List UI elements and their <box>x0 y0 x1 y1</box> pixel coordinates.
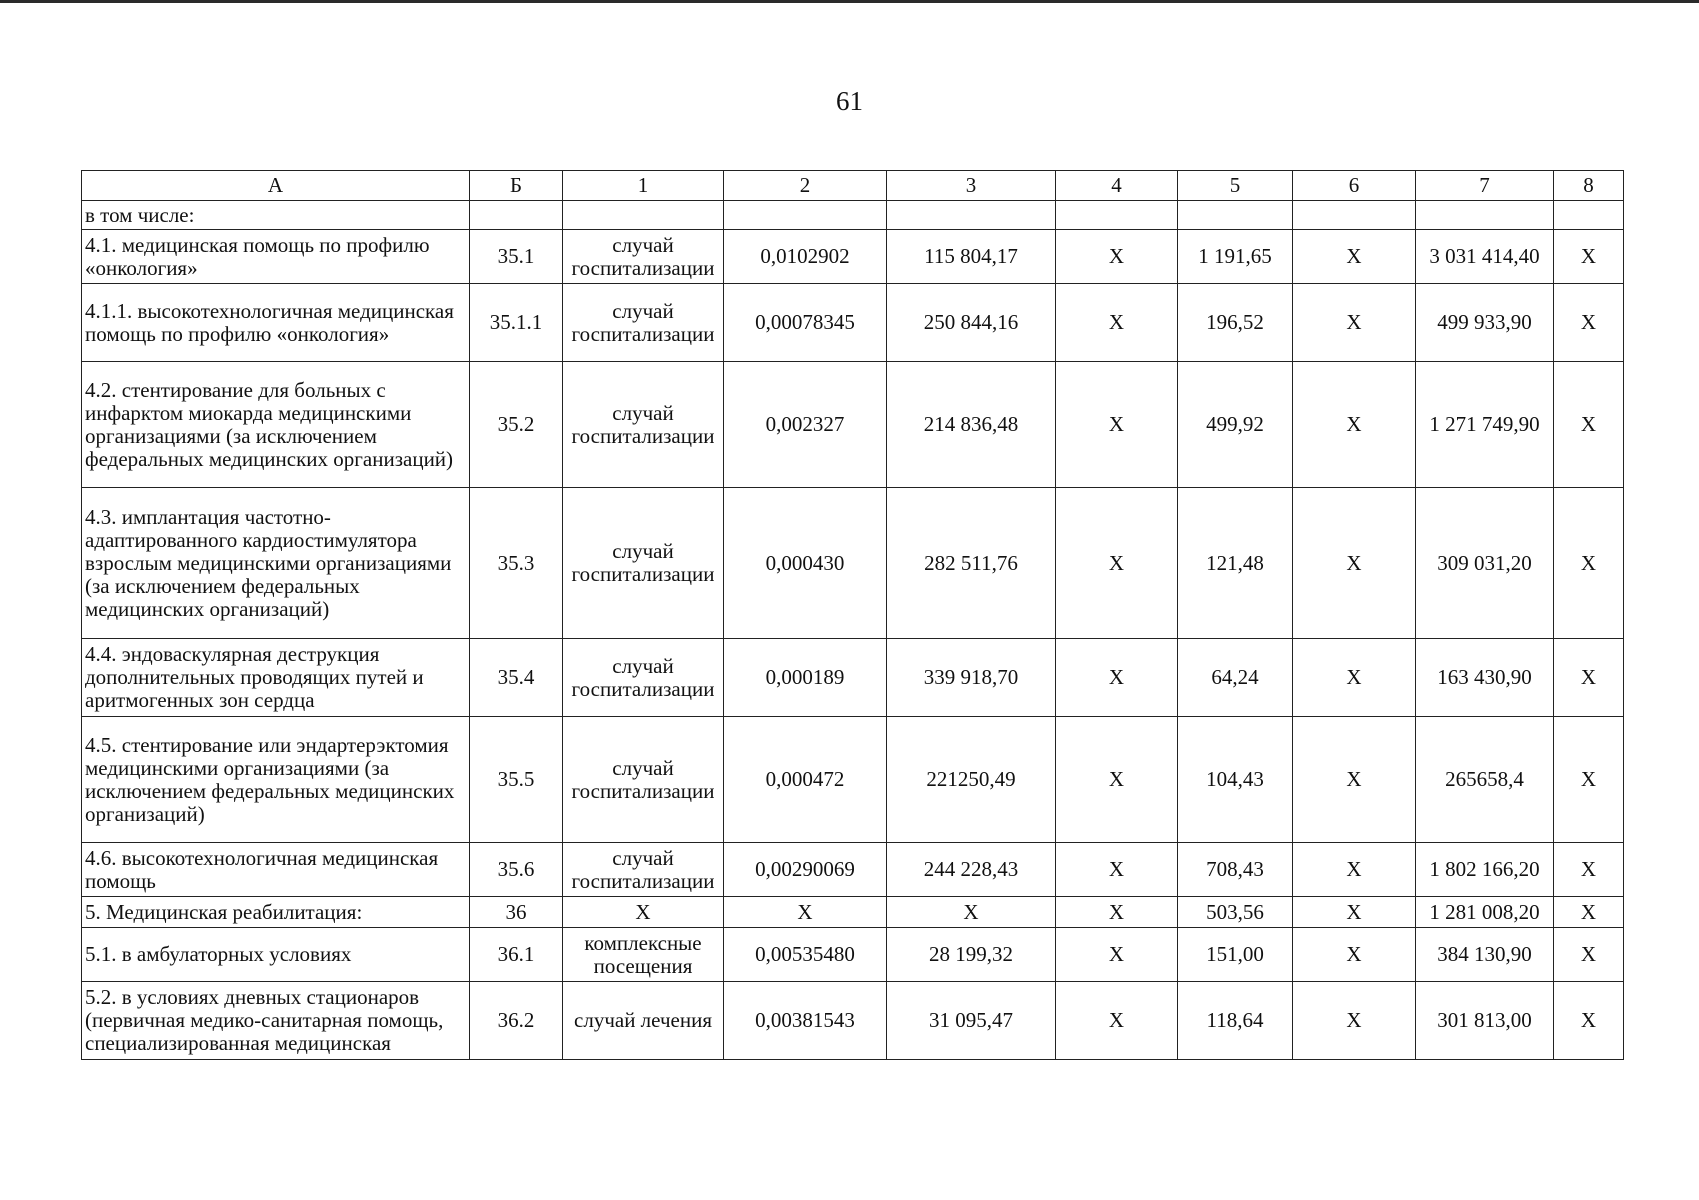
row-col-8: X <box>1554 928 1624 982</box>
row-col-3: 282 511,76 <box>887 488 1056 639</box>
row-col-6: X <box>1293 488 1416 639</box>
row-unit: случай госпитализации <box>563 362 724 488</box>
row-col-3: 214 836,48 <box>887 362 1056 488</box>
row-col-4: X <box>1056 362 1178 488</box>
row-col-7: 3 031 414,40 <box>1416 230 1554 284</box>
row-col-4: X <box>1056 982 1178 1060</box>
row-col-4: X <box>1056 230 1178 284</box>
row-col-3: 244 228,43 <box>887 843 1056 897</box>
row-col-8: X <box>1554 843 1624 897</box>
empty-cell <box>1178 201 1293 230</box>
header-cell: 7 <box>1416 171 1554 201</box>
data-table <box>81 170 1624 1060</box>
row-col-7: 1 281 008,20 <box>1416 897 1554 928</box>
row-col-3: 339 918,70 <box>887 639 1056 717</box>
row-col-3: 28 199,32 <box>887 928 1056 982</box>
row-col-4: X <box>1056 717 1178 843</box>
row-name: 5.1. в амбулаторных условиях <box>82 928 470 982</box>
row-unit: случай госпитализации <box>563 488 724 639</box>
row-col-6: X <box>1293 284 1416 362</box>
row-code: 36 <box>470 897 563 928</box>
empty-cell <box>1293 201 1416 230</box>
table-row <box>82 230 1624 284</box>
row-col-6: X <box>1293 843 1416 897</box>
row-col-8: X <box>1554 897 1624 928</box>
row-code: 36.2 <box>470 982 563 1060</box>
empty-cell <box>724 201 887 230</box>
row-col-6: X <box>1293 717 1416 843</box>
row-col-3: 31 095,47 <box>887 982 1056 1060</box>
header-cell: А <box>82 171 470 201</box>
row-col-8: X <box>1554 362 1624 488</box>
header-row <box>82 171 1624 201</box>
row-col-6: X <box>1293 639 1416 717</box>
row-col-7: 499 933,90 <box>1416 284 1554 362</box>
row-col-2: 0,000472 <box>724 717 887 843</box>
row-name: 4.1. медицинская помощь по профилю «онкология» <box>82 230 470 284</box>
table-row <box>82 639 1624 717</box>
row-name: 4.2. стентирование для больных с инфарктом миокарда медицинскими организациями (за исключением федеральных медицинских организаций) <box>82 362 470 488</box>
row-col-8: X <box>1554 717 1624 843</box>
row-col-7: 1 271 749,90 <box>1416 362 1554 488</box>
row-code: 35.4 <box>470 639 563 717</box>
row-col-8: X <box>1554 230 1624 284</box>
table-row <box>82 284 1624 362</box>
empty-cell <box>470 201 563 230</box>
row-code: 35.6 <box>470 843 563 897</box>
row-name: 5.2. в условиях дневных стационаров (первичная медико-санитарная помощь, специализированная медицинская <box>82 982 470 1060</box>
row-unit: случай госпитализации <box>563 717 724 843</box>
row-col-3: 115 804,17 <box>887 230 1056 284</box>
page-number: 61 <box>836 86 863 116</box>
table-row <box>82 717 1624 843</box>
row-col-3: 221250,49 <box>887 717 1056 843</box>
row-col-2: 0,00381543 <box>724 982 887 1060</box>
row-col-7: 384 130,90 <box>1416 928 1554 982</box>
table-row <box>82 928 1624 982</box>
empty-cell <box>1056 201 1178 230</box>
row-col-8: X <box>1554 488 1624 639</box>
empty-cell <box>1416 201 1554 230</box>
row-unit: случай госпитализации <box>563 284 724 362</box>
row-col-3: 250 844,16 <box>887 284 1056 362</box>
empty-cell <box>887 201 1056 230</box>
empty-cell <box>563 201 724 230</box>
row-col-2: 0,00290069 <box>724 843 887 897</box>
row-unit: комплексные посещения <box>563 928 724 982</box>
row-col-2: 0,000430 <box>724 488 887 639</box>
row-col-6: X <box>1293 982 1416 1060</box>
table-row <box>82 488 1624 639</box>
row-unit: X <box>563 897 724 928</box>
table-row <box>82 982 1624 1060</box>
row-name: 4.3. имплантация частотно-адаптированного кардиостимулятора взрослым медицинскими организациями (за исключением федеральных медицинских организаций) <box>82 488 470 639</box>
table-row <box>82 843 1624 897</box>
row-code: 36.1 <box>470 928 563 982</box>
row-col-5: 499,92 <box>1178 362 1293 488</box>
row-col-5: 503,56 <box>1178 897 1293 928</box>
scan-top-edge <box>0 0 1699 3</box>
row-code: 35.1 <box>470 230 563 284</box>
row-col-5: 104,43 <box>1178 717 1293 843</box>
row-col-7: 309 031,20 <box>1416 488 1554 639</box>
row-col-4: X <box>1056 928 1178 982</box>
header-cell: 2 <box>724 171 887 201</box>
header-cell: 1 <box>563 171 724 201</box>
row-col-7: 265658,4 <box>1416 717 1554 843</box>
row-col-6: X <box>1293 897 1416 928</box>
row-col-5: 196,52 <box>1178 284 1293 362</box>
row-col-5: 1 191,65 <box>1178 230 1293 284</box>
table-row <box>82 897 1624 928</box>
header-cell: 5 <box>1178 171 1293 201</box>
row-unit: случай госпитализации <box>563 639 724 717</box>
row-col-2: 0,0102902 <box>724 230 887 284</box>
row-code: 35.5 <box>470 717 563 843</box>
row-col-2: 0,002327 <box>724 362 887 488</box>
header-cell: 4 <box>1056 171 1178 201</box>
row-col-4: X <box>1056 284 1178 362</box>
row-col-7: 1 802 166,20 <box>1416 843 1554 897</box>
row-name: 5. Медицинская реабилитация: <box>82 897 470 928</box>
row-col-2: 0,000189 <box>724 639 887 717</box>
row-col-6: X <box>1293 362 1416 488</box>
header-cell: Б <box>470 171 563 201</box>
row-name: 4.1.1. высокотехнологичная медицинская помощь по профилю «онкология» <box>82 284 470 362</box>
row-col-5: 118,64 <box>1178 982 1293 1060</box>
row-col-4: X <box>1056 897 1178 928</box>
empty-cell <box>1554 201 1624 230</box>
row-col-7: 301 813,00 <box>1416 982 1554 1060</box>
row-col-5: 121,48 <box>1178 488 1293 639</box>
row-col-5: 708,43 <box>1178 843 1293 897</box>
row-code: 35.3 <box>470 488 563 639</box>
row-col-3: X <box>887 897 1056 928</box>
row-unit: случай госпитализации <box>563 230 724 284</box>
row-col-2: 0,00078345 <box>724 284 887 362</box>
row-col-2: 0,00535480 <box>724 928 887 982</box>
header-cell: 3 <box>887 171 1056 201</box>
row-code: 35.2 <box>470 362 563 488</box>
row-col-4: X <box>1056 843 1178 897</box>
row-col-8: X <box>1554 639 1624 717</box>
row-col-4: X <box>1056 488 1178 639</box>
row-col-5: 64,24 <box>1178 639 1293 717</box>
table-row <box>82 362 1624 488</box>
header-cell: 6 <box>1293 171 1416 201</box>
row-col-6: X <box>1293 230 1416 284</box>
row-col-8: X <box>1554 284 1624 362</box>
row-col-4: X <box>1056 639 1178 717</box>
row-name: 4.5. стентирование или эндартерэктомия медицинскими организациями (за исключением федеральных медицинских организаций) <box>82 717 470 843</box>
subheader-row <box>82 201 1624 230</box>
row-col-8: X <box>1554 982 1624 1060</box>
row-col-6: X <box>1293 928 1416 982</box>
row-unit: случай лечения <box>563 982 724 1060</box>
row-col-5: 151,00 <box>1178 928 1293 982</box>
row-name: 4.6. высокотехнологичная медицинская помощь <box>82 843 470 897</box>
subheader-cell: в том числе: <box>82 201 470 230</box>
row-unit: случай госпитализации <box>563 843 724 897</box>
row-name: 4.4. эндоваскулярная деструкция дополнительных проводящих путей и аритмогенных зон сердца <box>82 639 470 717</box>
row-col-7: 163 430,90 <box>1416 639 1554 717</box>
header-cell: 8 <box>1554 171 1624 201</box>
row-col-2: X <box>724 897 887 928</box>
row-code: 35.1.1 <box>470 284 563 362</box>
